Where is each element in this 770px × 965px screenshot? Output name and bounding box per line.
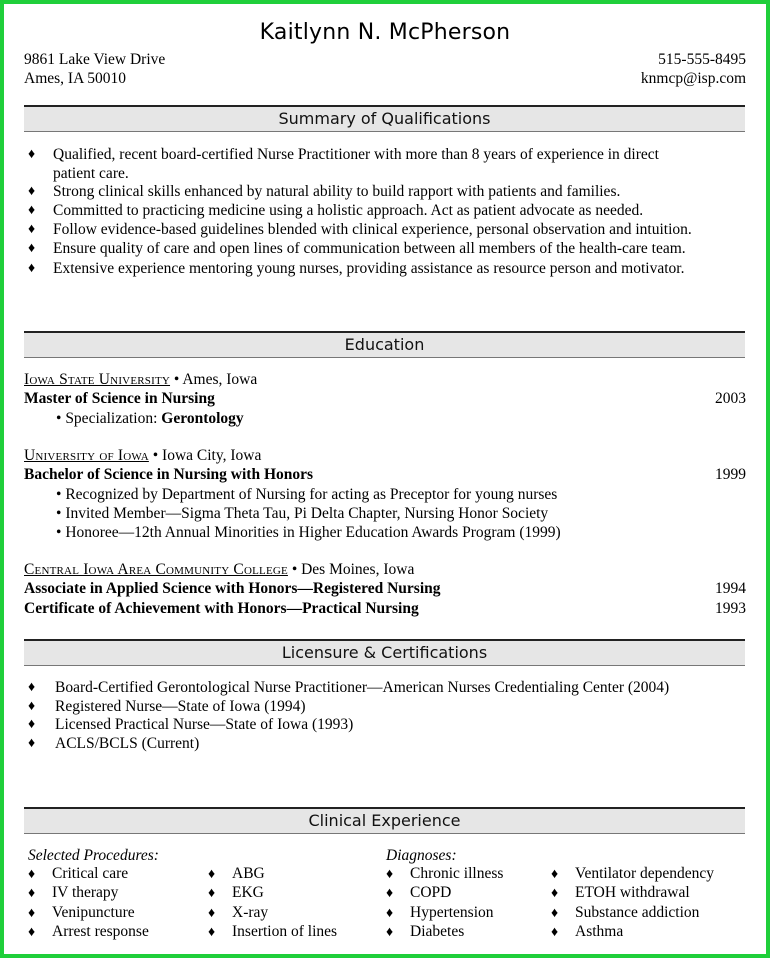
list-item [208, 904, 337, 923]
address-line2: Ames, IA 50010 [24, 70, 127, 87]
list-item [386, 884, 503, 903]
list-item [551, 923, 714, 942]
item-text: Ventilator dependency [575, 865, 715, 882]
diamond-bullet-icon: ♦ [28, 924, 36, 940]
diamond-bullet-icon: ♦ [551, 886, 559, 902]
procedures-label: Selected Procedures: [28, 847, 159, 864]
diamond-bullet-icon: ♦ [208, 905, 216, 921]
summary-item: Committed to practicing medicine using a holistic approach. Act as patient advocate as needed. [53, 202, 644, 219]
summary-item: Qualified, recent board-certified Nurse Practitioner with more than 8 years of experience in direct [53, 146, 659, 163]
item-text: EKG [232, 884, 264, 902]
diagnoses-column-2 [551, 865, 714, 942]
section-title: Education [344, 335, 425, 354]
section-title: Summary of Qualifications [278, 109, 491, 128]
diamond-bullet-icon: ♦ [28, 699, 36, 714]
item-text: COPD [410, 884, 452, 902]
item-text: ETOH withdrawal [575, 884, 690, 902]
round-bullet-icon: • [56, 486, 62, 503]
list-item [386, 865, 503, 884]
item-text: Hypertension [410, 903, 494, 921]
list-item [28, 904, 149, 923]
certificate-year: 1993 [715, 600, 746, 617]
detail-bold: Gerontology [161, 410, 244, 427]
round-bullet-icon: • [56, 410, 62, 427]
diamond-bullet-icon: ♦ [28, 147, 36, 162]
degree-year: 1994 [715, 580, 746, 597]
item-text: Asthma [575, 922, 624, 940]
section-title: Clinical Experience [308, 811, 461, 830]
school-name: University of Iowa [24, 447, 149, 464]
diamond-bullet-icon: ♦ [28, 905, 36, 921]
section-header-licensure [24, 639, 745, 666]
diamond-bullet-icon: ♦ [28, 241, 36, 256]
school-name: Iowa State University [24, 371, 171, 388]
diamond-bullet-icon: ♦ [28, 261, 36, 276]
item-text: Critical care [52, 865, 129, 882]
diamond-bullet-icon: ♦ [208, 924, 216, 940]
diamond-bullet-icon: ♦ [28, 184, 36, 199]
license-item: ACLS/BCLS (Current) [55, 735, 200, 752]
degree-detail [56, 524, 561, 542]
diagnoses-label: Diagnoses: [386, 847, 457, 864]
diamond-bullet-icon: ♦ [28, 886, 36, 902]
license-item: Registered Nurse—State of Iowa (1994) [55, 698, 306, 715]
school-line [24, 371, 257, 389]
detail-text: Honoree—12th Annual Minorities in Higher Education Awards Program (1999) [65, 524, 561, 541]
diamond-bullet-icon: ♦ [386, 867, 394, 882]
list-item [208, 923, 337, 942]
section-header-clinical [24, 807, 745, 834]
section-header-summary [24, 105, 745, 132]
item-text: X-ray [232, 903, 269, 921]
procedures-column-1 [28, 865, 149, 942]
diamond-bullet-icon: ♦ [386, 924, 394, 940]
list-item [386, 923, 503, 942]
phone-number: 515-555-8495 [658, 51, 746, 68]
detail-prefix: Specialization: [65, 410, 162, 427]
license-item: Licensed Practical Nurse—State of Iowa (1993) [55, 716, 354, 733]
diamond-bullet-icon: ♦ [28, 680, 36, 695]
item-text: Arrest response [52, 922, 149, 940]
school-name: Central Iowa Area Community College [24, 561, 288, 578]
item-text: Substance addiction [575, 903, 700, 921]
degree-detail [56, 410, 244, 428]
item-text: IV therapy [52, 884, 119, 902]
diagnoses-column-1 [386, 865, 503, 942]
list-item [28, 884, 149, 903]
degree-detail [56, 505, 548, 523]
item-text: Insertion of lines [232, 922, 338, 940]
certificate-title: Certificate of Achievement with Honors—Practical Nursing [24, 600, 419, 617]
item-text: Venipuncture [52, 903, 135, 921]
school-location: • Des Moines, Iowa [287, 561, 415, 578]
summary-item: Strong clinical skills enhanced by natural ability to build rapport with patients and families. [53, 183, 621, 200]
diamond-bullet-icon: ♦ [386, 905, 394, 921]
address-line1: 9861 Lake View Drive [24, 51, 166, 68]
school-location: • Ames, Iowa [170, 371, 258, 388]
diamond-bullet-icon: ♦ [551, 867, 559, 882]
degree-year: 1999 [715, 466, 746, 483]
school-line [24, 447, 261, 465]
degree-title: Bachelor of Science in Nursing with Honors [24, 466, 314, 483]
summary-item-continued: patient care. [53, 165, 129, 182]
list-item [551, 865, 714, 884]
degree-title: Master of Science in Nursing [24, 390, 215, 407]
summary-item: Follow evidence-based guidelines blended with clinical experience, personal observation and intuition. [53, 221, 692, 238]
item-text: ABG [232, 865, 265, 882]
diamond-bullet-icon: ♦ [28, 203, 36, 218]
degree-title: Associate in Applied Science with Honors—Registered Nursing [24, 580, 441, 597]
email-address: knmcp@isp.com [640, 70, 746, 87]
list-item [386, 904, 503, 923]
candidate-name: Kaitlynn N. McPherson [259, 20, 511, 45]
list-item [551, 884, 714, 903]
list-item [28, 865, 149, 884]
round-bullet-icon: • [56, 505, 62, 522]
diamond-bullet-icon: ♦ [551, 924, 559, 940]
degree-year: 2003 [715, 390, 746, 407]
clinical-columns [28, 865, 748, 965]
section-header-education [24, 331, 745, 358]
diamond-bullet-icon: ♦ [551, 905, 559, 921]
list-item [28, 923, 149, 942]
list-item [208, 884, 337, 903]
item-text: Chronic illness [410, 865, 504, 882]
school-location: • Iowa City, Iowa [148, 447, 262, 464]
diamond-bullet-icon: ♦ [208, 886, 216, 902]
resume-page [4, 4, 766, 954]
detail-text: Invited Member—Sigma Theta Tau, Pi Delta Chapter, Nursing Honor Society [65, 505, 549, 522]
round-bullet-icon: • [56, 524, 62, 541]
procedures-column-2 [208, 865, 337, 942]
list-item [208, 865, 337, 884]
diamond-bullet-icon: ♦ [28, 222, 36, 237]
list-item [551, 904, 714, 923]
school-line [24, 561, 414, 579]
diamond-bullet-icon: ♦ [28, 867, 36, 882]
diamond-bullet-icon: ♦ [28, 717, 36, 732]
license-item: Board-Certified Gerontological Nurse Practitioner—American Nurses Credentialing Center (2004) [55, 679, 670, 696]
detail-text: Recognized by Department of Nursing for acting as Preceptor for young nurses [65, 486, 558, 503]
item-text: Diabetes [410, 922, 465, 940]
diamond-bullet-icon: ♦ [28, 736, 36, 751]
section-title: Licensure & Certifications [281, 643, 488, 662]
diamond-bullet-icon: ♦ [208, 867, 216, 882]
diamond-bullet-icon: ♦ [386, 886, 394, 902]
summary-item: Ensure quality of care and open lines of communication between all members of the health-care team. [53, 240, 686, 257]
degree-detail [56, 486, 557, 504]
summary-item: Extensive experience mentoring young nurses, providing assistance as resource person and motivator. [53, 260, 685, 277]
